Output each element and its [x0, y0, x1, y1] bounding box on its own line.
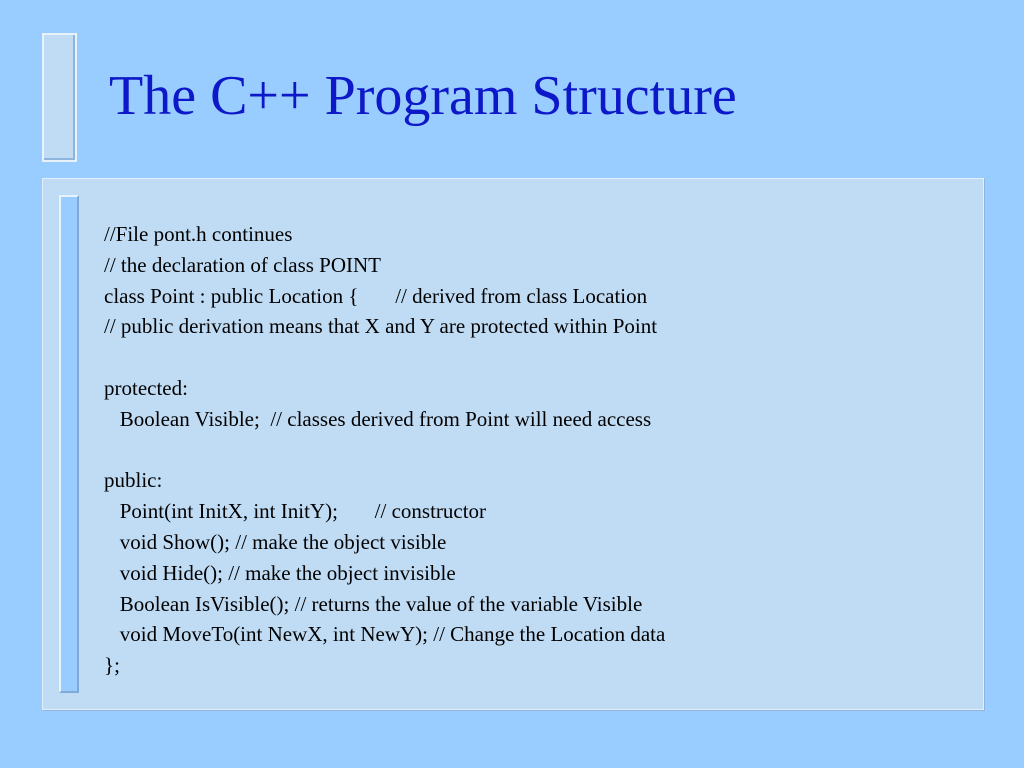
slide-title: The C++ Program Structure [109, 65, 737, 127]
code-line: Point(int InitX, int InitY); // constructor [104, 499, 487, 524]
code-line: void Show(); // make the object visible [104, 529, 447, 554]
code-line [104, 342, 665, 373]
content-panel [42, 178, 984, 710]
code-line: Boolean IsVisible(); // returns the value of the variable Visible [104, 591, 643, 616]
code-line [104, 435, 665, 466]
title-accent-bar [42, 33, 77, 162]
code-line: //File pont.h continues [104, 222, 293, 246]
code-line: class Point : public Location { // derived from class Location [104, 283, 648, 308]
code-line: void Hide(); // make the object invisible [104, 560, 456, 585]
code-line: }; [104, 653, 120, 678]
code-line: // the declaration of class POINT [104, 252, 381, 277]
code-line: public: [104, 468, 163, 493]
code-listing [104, 219, 665, 681]
content-accent-bar [59, 195, 79, 693]
code-line: // public derivation means that X and Y are protected within Point [104, 314, 658, 339]
code-line: protected: [104, 375, 188, 400]
code-line: void MoveTo(int NewX, int NewY); // Change the Location data [104, 622, 666, 647]
code-line: Boolean Visible; // classes derived from Point will need access [104, 406, 652, 431]
